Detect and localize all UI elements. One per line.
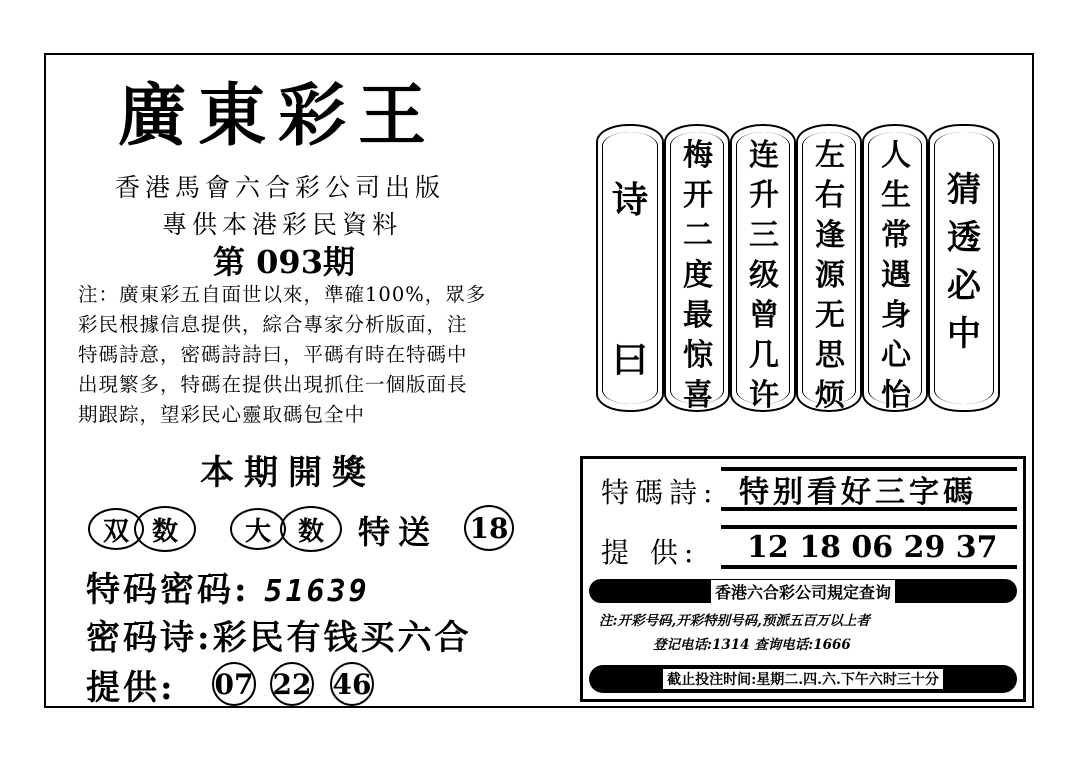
poem-head-text: [598, 140, 662, 380]
odd-even-char-1: 双: [88, 508, 144, 550]
issue-prefix: 第: [213, 243, 246, 281]
note-line: 出現繁多，特碼在提供出現抓住一個版面長: [78, 373, 468, 396]
size-char-1: 大: [230, 508, 286, 550]
provide-number: 22: [270, 662, 314, 706]
note-line: 彩民根據信息提供，綜合專家分析版面，注: [78, 313, 468, 336]
provide-number: 07: [212, 662, 256, 706]
special-number: 18: [464, 505, 514, 551]
poem-tail-char: 曰: [611, 339, 648, 381]
size-char-2: 数: [280, 506, 342, 552]
provide-left-label: 提供:: [86, 668, 176, 708]
special-label: 特送: [358, 513, 439, 551]
odd-even-char-2: 数: [134, 506, 196, 552]
secret-code-label: 特码密码:: [86, 570, 250, 610]
regulation-title: [589, 579, 1017, 603]
deadline-text: 截止投注时间:星期二.四.六.下午六时三十分: [663, 669, 943, 689]
provide-label: 提 供:: [601, 536, 700, 569]
regulation-note: 注:开彩号码,开彩特别号码,预派五百万以上者: [599, 613, 870, 629]
secret-poem-label: 密码诗:: [86, 618, 213, 658]
note-paragraph: [78, 280, 558, 430]
poem-scroll-column: [730, 124, 796, 412]
poem-head-char: 诗: [611, 179, 648, 221]
secret-poem-text: 彩民有钱买六合: [212, 618, 472, 658]
publisher-line-1: 香港馬會六合彩公司出版: [115, 173, 446, 202]
poem-scroll-column: [796, 124, 862, 412]
issue-number: 093: [256, 243, 323, 281]
poem-value: 特别看好三字碼: [721, 467, 1017, 511]
poem-label: 特碼詩:: [601, 476, 719, 509]
poem-column-text: 连升三级曾几许: [749, 138, 779, 413]
secret-code-value: 51639: [264, 574, 370, 609]
poem-scroll-head: [596, 124, 664, 412]
issue-suffix: 期: [322, 243, 355, 281]
poem-scroll-column: [664, 124, 730, 412]
page-title: 廣東彩王: [118, 76, 439, 156]
publisher-line-2: 專供本港彩民資料: [162, 210, 403, 239]
poem-scroll-guess: [928, 124, 1000, 412]
note-line: 特碼詩意，密碼詩詩曰，平碼有時在特碼中: [78, 343, 468, 366]
poem-column-text: 人生常遇身心怡: [881, 138, 911, 413]
provide-numbers: 12 18 06 29 37: [721, 525, 1017, 569]
deadline-bar: [589, 665, 1017, 693]
regulation-title-text: 香港六合彩公司規定查询: [711, 580, 895, 603]
issue-label: [213, 237, 355, 283]
provide-number: 46: [330, 662, 374, 706]
poem-scroll-column: [862, 124, 928, 412]
poem-column-text: 梅开二度最惊喜: [683, 138, 713, 413]
poem-column-text: 左右逢源无思烦: [815, 138, 845, 413]
note-line: 期跟踪，望彩民心靈取碼包全中: [78, 403, 366, 426]
secret-poem-row: [86, 610, 472, 659]
info-box: [580, 456, 1026, 702]
draw-title: 本期開獎: [200, 453, 376, 493]
note-line: 注：廣東彩五自面世以來，準確100%，眾多: [78, 283, 487, 306]
secret-code-row: [86, 562, 370, 611]
poem-guess-text: 猜透必中: [947, 170, 981, 354]
phone-line: 登记电话:1314 查询电话:1666: [653, 637, 851, 653]
